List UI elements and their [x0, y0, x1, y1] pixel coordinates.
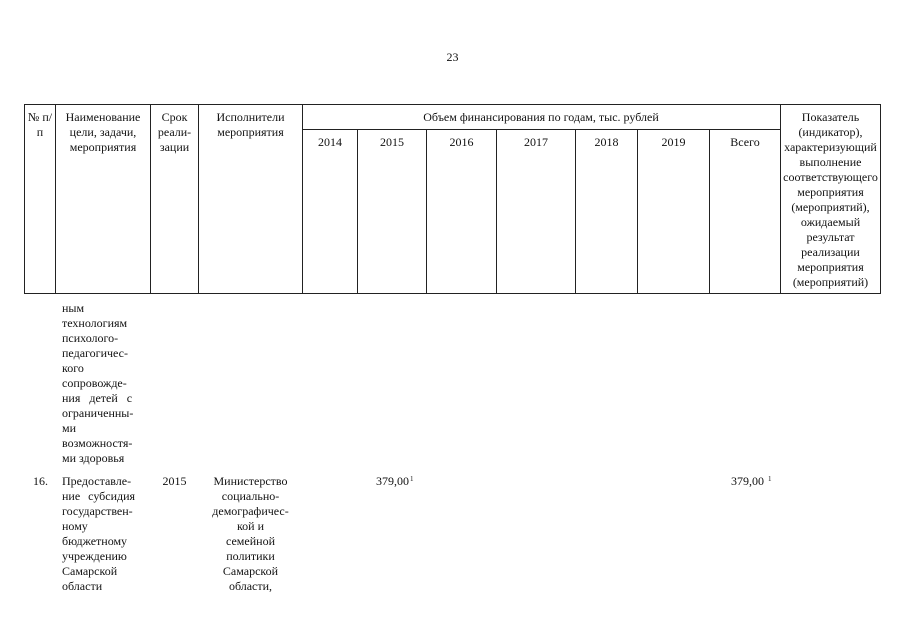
continuation-text: ным технологиям психолого- педагогичес- кого сопровожде- ния детей с ограниченны- ми возможностя- ми здоровья — [62, 301, 134, 465]
header-year-2018: 2018 — [594, 135, 619, 149]
page-number: 23 — [446, 50, 459, 64]
header-year-2015: 2015 — [380, 135, 404, 149]
header-name: Наименование цели, задачи, мероприятия — [65, 110, 141, 154]
row-term: 2015 — [162, 474, 187, 488]
row-name: Предоставле- ние субсидия государствен- ному бюджетному учреждению Самарской области — [62, 474, 136, 593]
header-year-2019: 2019 — [661, 135, 686, 149]
header-year-2016: 2016 — [449, 135, 474, 149]
row-total: 379,00 $^1$ — [731, 474, 772, 488]
header-financing: Объем финансирования по годам, тыс. рублей — [423, 110, 659, 124]
header-year-2017: 2017 — [524, 135, 548, 149]
row-executor: Министерство социально- демографичес- кой и семейной политики Самарской области, — [212, 474, 289, 593]
row-num: 16. — [33, 474, 48, 488]
header-term: Срок реали- зации — [157, 110, 192, 154]
header-year-2014: 2014 — [318, 135, 342, 149]
header-indicator: Показатель (индикатор), характеризующий выполнение соответствующего мероприятия (мероприятий), ожидаемый результат реализации мероприятия (мероприятий) — [783, 110, 878, 289]
header-total: Всего — [730, 135, 760, 149]
row-amount-2015: 379,00$^1$ — [376, 474, 414, 488]
footnote-marker: 1 — [768, 475, 772, 483]
header-num: № п/п — [27, 110, 53, 139]
header-executors: Исполнители мероприятия — [216, 110, 285, 139]
footnote-marker: 1 — [410, 475, 414, 483]
